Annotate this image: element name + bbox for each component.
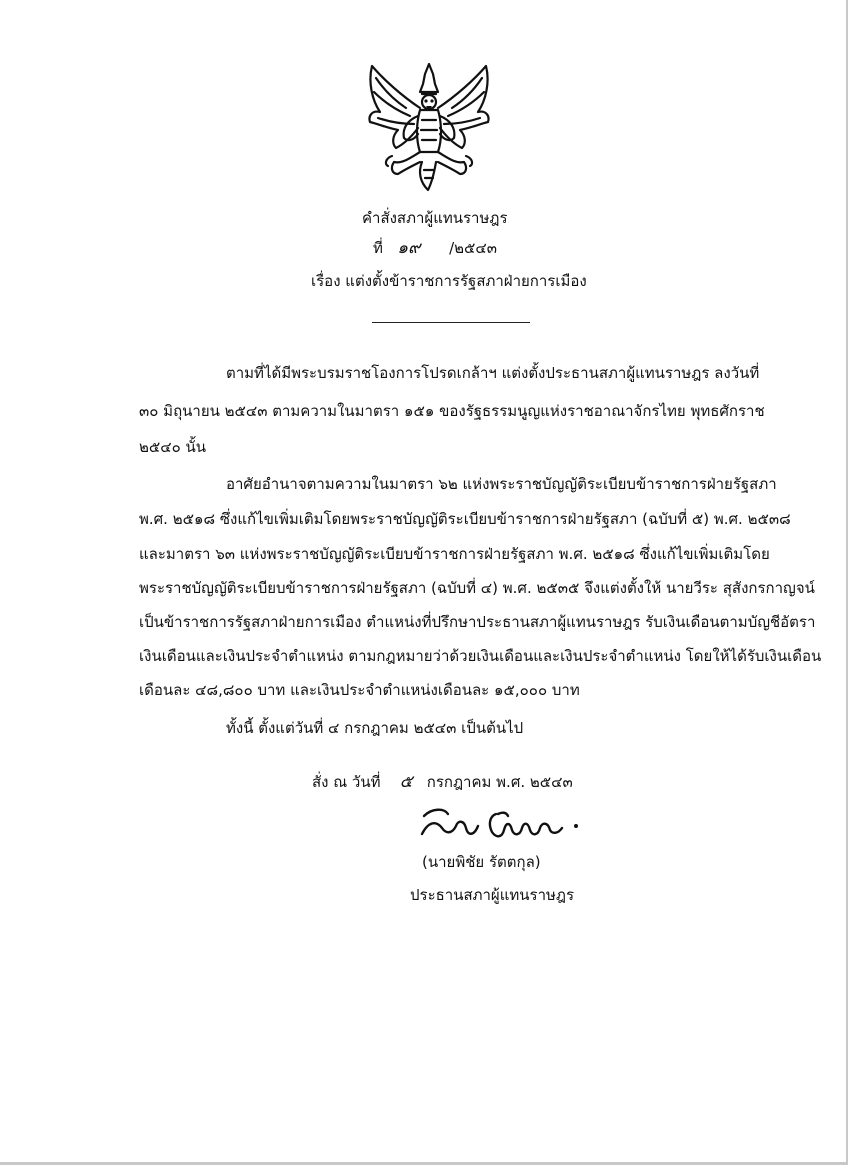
para3-line: ทั้งนี้ ตั้งแต่วันที่ ๔ กรกฎาคม ๒๕๔๓ เป็นต้นไป: [226, 719, 524, 737]
para2-line-2: พ.ศ. ๒๕๑๘ ซึ่งแก้ไขเพิ่มเติมโดยพระราชบัญญัติระเบียบข้าราชการฝ่ายรัฐสภา (ฉบับที่ ๕) พ.ศ. ๒๕๓๘: [139, 510, 791, 528]
order-number-handwritten: ๑๙: [397, 238, 421, 258]
order-number-line: [373, 238, 497, 258]
order-date-prefix: สั่ง ณ วันที่: [312, 773, 381, 791]
para2-line-6: เงินเดือนและเงินประจำตำแหน่ง ตามกฎหมายว่าด้วยเงินเดือนและเงินประจำตำแหน่ง โดยให้ได้รับเงินเดือน: [139, 647, 822, 665]
order-number-prefix: ที่: [373, 239, 383, 257]
para2-line-4: พระราชบัญญัติระเบียบข้าราชการฝ่ายรัฐสภา (ฉบับที่ ๔) พ.ศ. ๒๕๓๕ จึงแต่งตั้งให้ นายวีระ สุสังกรกาญจน์: [139, 579, 815, 597]
order-date-line: [312, 772, 573, 792]
signer-title: ประธานสภาผู้แทนราษฎร: [410, 886, 575, 904]
signer-name: (นายพิชัย รัตตกุล): [422, 853, 541, 871]
order-date-day-handwritten: ๕: [399, 772, 413, 792]
order-date-rest: กรกฎาคม พ.ศ. ๒๕๔๓: [426, 773, 573, 791]
handwritten-signature: [418, 802, 596, 846]
header-divider: [372, 322, 530, 323]
para2-line-3: และมาตรา ๖๓ แห่งพระราชบัญญัติระเบียบข้าราชการฝ่ายรัฐสภา พ.ศ. ๒๕๑๘ ซึ่งแก้ไขเพิ่มเติมโดย: [139, 545, 770, 563]
garuda-emblem-icon: [362, 58, 496, 196]
para2-line-1: อาศัยอำนาจตามความในมาตรา ๖๒ แห่งพระราชบัญญัติระเบียบข้าราชการฝ่ายรัฐสภา: [226, 475, 777, 493]
para2-line-5: เป็นข้าราชการรัฐสภาฝ่ายการเมือง ตำแหน่งที่ปรึกษาประธานสภาผู้แทนราษฎร รับเงินเดือนตามบัญชีอัตรา: [139, 613, 816, 631]
document-office: คำสั่งสภาผู้แทนราษฎร: [362, 209, 508, 227]
order-number-year: /๒๕๔๓: [449, 239, 497, 257]
para1-line-3: ๒๕๔๐ นั้น: [139, 438, 207, 456]
para2-line-7: เดือนละ ๔๘,๘๐๐ บาท และเงินประจำตำแหน่งเดือนละ ๑๕,๐๐๐ บาท: [139, 681, 580, 699]
document-subject: เรื่อง แต่งตั้งข้าราชการรัฐสภาฝ่ายการเมือง: [311, 272, 587, 290]
para1-line-2: ๓๐ มิถุนายน ๒๕๔๓ ตามความในมาตรา ๑๕๑ ของรัฐธรรมนูญแห่งราชอาณาจักรไทย พุทธศักราช: [139, 402, 765, 420]
para1-line-1: ตามที่ได้มีพระบรมราชโองการโปรดเกล้าฯ แต่งตั้งประธานสภาผู้แทนราษฎร ลงวันที่: [226, 364, 760, 382]
